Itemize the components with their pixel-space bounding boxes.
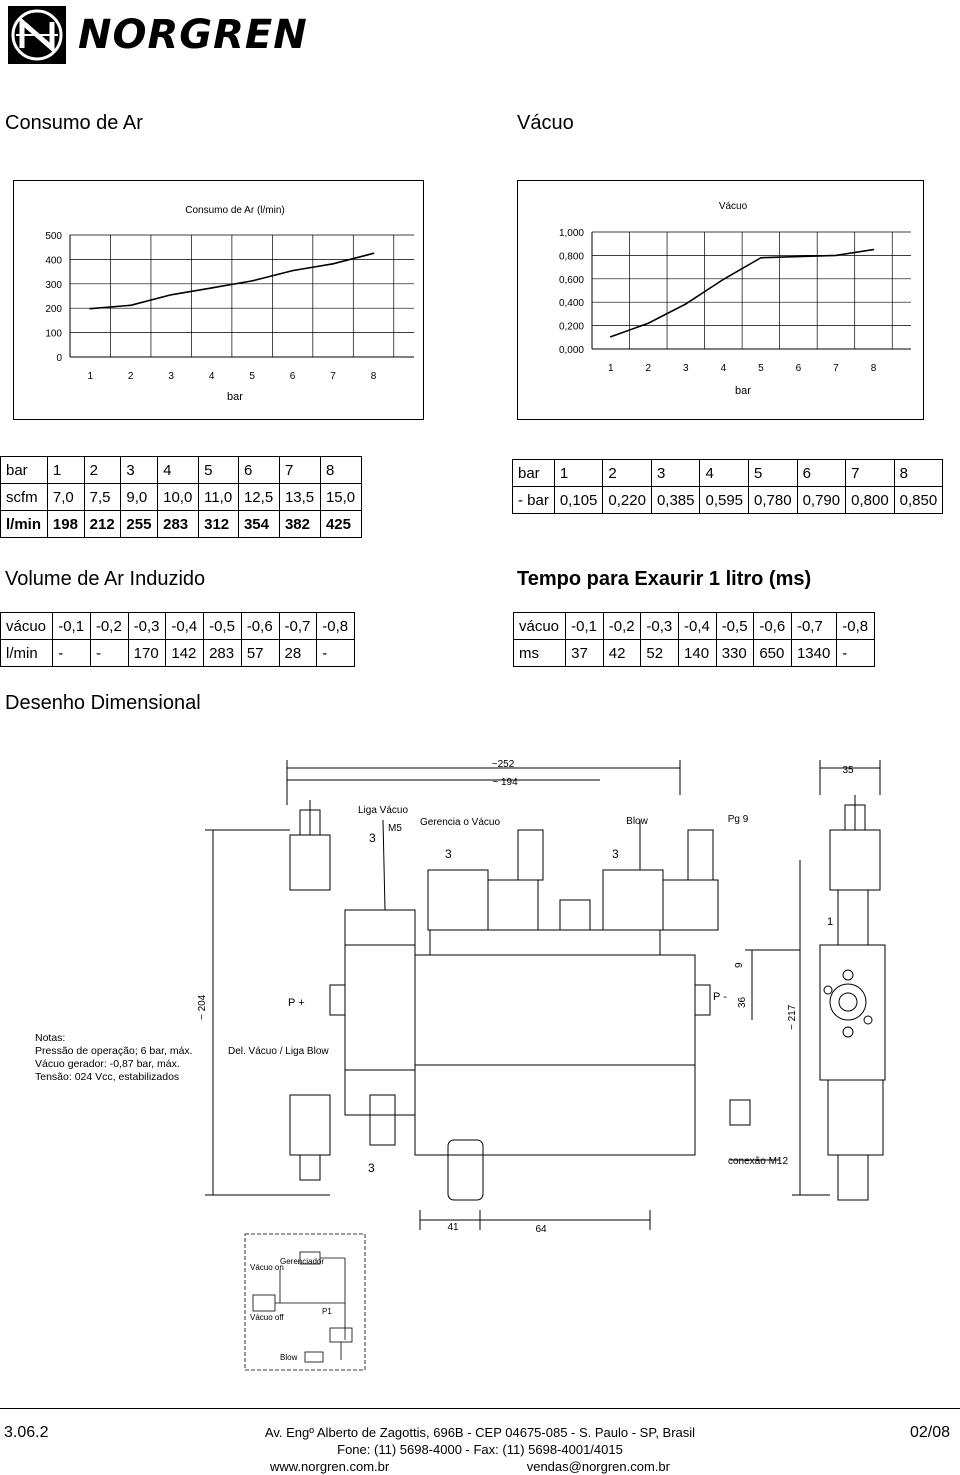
table-cell: 7,0 <box>47 484 84 511</box>
table-row-header: vácuo <box>1 613 53 640</box>
table-cell: 2 <box>84 457 121 484</box>
data-point <box>130 304 132 306</box>
y-tick-label: 300 <box>45 279 62 291</box>
table-row-header: ms <box>514 640 566 667</box>
table-cell: 0,220 <box>603 487 652 514</box>
x-tick-label: 6 <box>289 371 296 382</box>
vacuum-chart <box>518 181 923 419</box>
table-row <box>514 613 875 640</box>
vacuum-table <box>512 459 943 514</box>
table-cell: -0,3 <box>128 613 166 640</box>
vacuum-chart-frame <box>517 180 924 420</box>
notes-line: Pressão de operação; 6 bar, máx. <box>35 1045 193 1057</box>
y-tick-label: 400 <box>45 255 62 267</box>
air-consumption-table <box>0 456 362 538</box>
data-point <box>332 263 334 265</box>
table-cell: -0,3 <box>641 613 679 640</box>
x-tick-label: 7 <box>833 363 839 374</box>
brand-name: NORGREN <box>78 12 308 58</box>
x-tick-label: 4 <box>208 371 215 382</box>
schematic-vacuo-off-label: Vácuo off <box>250 1313 284 1322</box>
schematic-vacuo-on-label: Vácuo on <box>250 1263 284 1272</box>
table-cell: - <box>53 640 91 667</box>
dim-194-label: ~ 194 <box>492 777 518 788</box>
y-tick-label: 0,200 <box>558 321 584 333</box>
norgren-emblem-icon <box>6 4 68 66</box>
page-code: 3.06.2 <box>4 1424 49 1441</box>
blow-label: Blow <box>626 816 648 827</box>
table-cell: 11,0 <box>199 484 239 511</box>
footer-address: Av. Engº Alberto de Zagottis, 696B - CEP 04675-085 - S. Paulo - SP, Brasil <box>264 1425 696 1440</box>
notes <box>35 1032 193 1084</box>
table-cell: 57 <box>241 640 279 667</box>
table-cell: 0,595 <box>700 487 749 514</box>
table-row <box>1 511 362 538</box>
table-cell: - <box>317 640 355 667</box>
table-cell: 0,385 <box>651 487 700 514</box>
table-cell: 6 <box>797 460 846 487</box>
footer-divider <box>0 1408 960 1409</box>
table-cell: - <box>837 640 875 667</box>
table-cell: 382 <box>279 511 320 538</box>
data-point <box>373 253 375 255</box>
table-cell: -0,5 <box>204 613 242 640</box>
table-row-header: vácuo <box>514 613 566 640</box>
table-row-header: bar <box>1 457 48 484</box>
table-row-header: scfm <box>1 484 48 511</box>
table-cell: 0,780 <box>749 487 798 514</box>
table-cell: -0,8 <box>317 613 355 640</box>
chart-title: Vácuo <box>718 201 748 212</box>
footer-email-link[interactable]: vendas@norgren.com.br <box>526 1459 670 1474</box>
page-date: 02/08 <box>910 1424 951 1441</box>
schematic-gerenciador-label: Gerenciador <box>280 1257 325 1266</box>
p-plus-label: P + <box>288 997 305 1009</box>
table-cell: 12,5 <box>238 484 279 511</box>
table-cell: 52 <box>641 640 679 667</box>
table-cell: -0,6 <box>241 613 279 640</box>
table-cell: 312 <box>199 511 239 538</box>
table-cell: 142 <box>166 640 204 667</box>
vacuum-heading: Vácuo <box>517 112 574 134</box>
data-point <box>723 279 725 281</box>
table-cell: -0,1 <box>53 613 91 640</box>
data-point <box>251 280 253 282</box>
table-cell: 283 <box>158 511 199 538</box>
table-cell: 354 <box>238 511 279 538</box>
port-3-label: 3 <box>369 831 376 845</box>
x-axis-label: bar <box>227 391 243 403</box>
footer-phone: Fone: (11) 5698-4000 - Fax: (11) 5698-4001/4015 <box>337 1442 623 1457</box>
table-cell: 212 <box>84 511 121 538</box>
table-cell: 283 <box>204 640 242 667</box>
table-cell: -0,5 <box>716 613 754 640</box>
dim-64-label: 64 <box>535 1224 547 1235</box>
gerencia-label: Gerencia o Vácuo <box>419 817 501 828</box>
dim-217-label: ~ 217 <box>787 1004 798 1030</box>
x-tick-label: 3 <box>168 371 174 382</box>
table-cell: 5 <box>199 457 239 484</box>
data-point <box>610 336 612 338</box>
table-row <box>1 484 362 511</box>
table-cell: 330 <box>716 640 754 667</box>
p-minus-label: P - <box>713 991 727 1003</box>
x-tick-label: 4 <box>720 363 727 374</box>
table-cell: -0,4 <box>679 613 717 640</box>
table-row-header: bar <box>513 460 555 487</box>
table-row <box>1 640 355 667</box>
notes-line: Vácuo gerador: -0,87 bar, máx. <box>35 1058 180 1070</box>
x-axis-label: bar <box>735 385 751 397</box>
table-cell: -0,7 <box>791 613 836 640</box>
table-cell: -0,7 <box>279 613 317 640</box>
y-tick-label: 200 <box>45 304 62 316</box>
footer-website-link[interactable]: www.norgren.com.br <box>270 1459 390 1474</box>
table-cell: 0,790 <box>797 487 846 514</box>
table-cell: 3 <box>121 457 158 484</box>
table-cell: 2 <box>603 460 652 487</box>
brand-logo <box>6 4 386 66</box>
data-point <box>211 287 213 289</box>
del-vacuo-label: Del. Vácuo / Liga Blow <box>228 1046 329 1057</box>
table-cell: -0,1 <box>566 613 604 640</box>
air-consumption-chart-frame <box>13 180 424 420</box>
air-consumption-chart <box>14 181 423 419</box>
y-tick-label: 0,000 <box>558 345 584 356</box>
exhaust-time-heading: Tempo para Exaurir 1 litro (ms) <box>517 568 812 590</box>
x-tick-label: 8 <box>370 371 377 382</box>
liga-vacuo-label: Liga Vácuo <box>357 805 409 816</box>
table-cell: 140 <box>679 640 717 667</box>
data-point <box>647 322 649 324</box>
exhaust-time-table <box>513 612 875 667</box>
dim-36-label: 36 <box>737 996 748 1008</box>
table-cell: 7,5 <box>84 484 121 511</box>
table-row-header: l/min <box>1 511 48 538</box>
table-cell: -0,4 <box>166 613 204 640</box>
x-tick-label: 7 <box>330 371 336 382</box>
x-tick-label: 6 <box>795 363 802 374</box>
table-cell: 6 <box>238 457 279 484</box>
y-tick-label: 100 <box>45 328 62 340</box>
table-cell: 0,850 <box>894 487 943 514</box>
air-consumption-heading: Consumo de Ar <box>5 112 143 134</box>
notes-title: Notas: <box>35 1032 66 1044</box>
table-cell: 15,0 <box>320 484 361 511</box>
table-cell: 4 <box>158 457 199 484</box>
table-cell: 255 <box>121 511 158 538</box>
data-point <box>798 256 800 258</box>
table-row <box>513 460 943 487</box>
port-3-label: 3 <box>368 1161 375 1175</box>
dim-35-label: 35 <box>842 765 854 776</box>
port-3-label: 3 <box>445 847 452 861</box>
table-cell: -0,6 <box>754 613 792 640</box>
table-cell: 8 <box>320 457 361 484</box>
x-tick-label: 5 <box>758 363 764 374</box>
data-point <box>760 257 762 259</box>
table-cell: 1 <box>47 457 84 484</box>
table-row <box>1 613 355 640</box>
x-tick-label: 1 <box>607 363 614 374</box>
table-cell: 5 <box>749 460 798 487</box>
port-1-label: 1 <box>827 916 834 928</box>
dim-41-label: 41 <box>447 1222 459 1233</box>
y-tick-label: 0,800 <box>558 251 584 263</box>
table-cell: 0,105 <box>554 487 603 514</box>
dim-252-label: ~252 <box>491 759 515 770</box>
x-tick-label: 8 <box>870 363 877 374</box>
m5-label: M5 <box>388 823 402 834</box>
table-cell: -0,2 <box>90 613 128 640</box>
x-tick-label: 2 <box>645 363 652 374</box>
table-cell: 10,0 <box>158 484 199 511</box>
table-cell: 13,5 <box>279 484 320 511</box>
schematic-p1-label: P1 <box>322 1307 332 1316</box>
table-row <box>1 457 362 484</box>
chart-title: Consumo de Ar (l/min) <box>185 205 285 216</box>
dim-9-label: 9 <box>734 962 745 968</box>
y-tick-label: 0,600 <box>558 274 584 286</box>
table-cell: 0,800 <box>846 487 895 514</box>
table-cell: 425 <box>320 511 361 538</box>
y-tick-label: 500 <box>45 231 62 242</box>
x-tick-label: 1 <box>87 371 94 382</box>
y-tick-label: 1,000 <box>558 228 584 239</box>
dim-204-label: ~ 204 <box>197 994 208 1020</box>
table-row-header: l/min <box>1 640 53 667</box>
x-tick-label: 5 <box>249 371 255 382</box>
conexao-label: conexão M12 <box>728 1156 789 1167</box>
schematic-blow-label: Blow <box>280 1353 298 1362</box>
y-tick-label: 0,400 <box>558 298 584 310</box>
table-cell: - <box>90 640 128 667</box>
table-cell: 7 <box>846 460 895 487</box>
data-point <box>292 270 294 272</box>
table-cell: 7 <box>279 457 320 484</box>
table-cell: 8 <box>894 460 943 487</box>
table-cell: 1 <box>554 460 603 487</box>
table-row <box>513 487 943 514</box>
table-cell: 42 <box>603 640 641 667</box>
table-cell: -0,8 <box>837 613 875 640</box>
data-point <box>873 249 875 251</box>
x-tick-label: 3 <box>683 363 689 374</box>
data-point <box>835 255 837 257</box>
y-tick-label: 0 <box>56 353 62 364</box>
table-cell: -0,2 <box>603 613 641 640</box>
induced-volume-heading: Volume de Ar Induzido <box>5 568 206 590</box>
port-3-label: 3 <box>612 847 619 861</box>
table-row-header: - bar <box>513 487 555 514</box>
dimensional-heading: Desenho Dimensional <box>5 692 201 714</box>
table-cell: 198 <box>47 511 84 538</box>
data-point <box>89 308 91 310</box>
table-cell: 28 <box>279 640 317 667</box>
table-cell: 9,0 <box>121 484 158 511</box>
induced-volume-table <box>0 612 355 667</box>
table-cell: 650 <box>754 640 792 667</box>
table-cell: 3 <box>651 460 700 487</box>
footer-contact <box>240 1424 720 1475</box>
data-point <box>170 294 172 296</box>
table-cell: 170 <box>128 640 166 667</box>
table-cell: 37 <box>566 640 604 667</box>
table-row <box>514 640 875 667</box>
data-point <box>685 303 687 305</box>
x-tick-label: 2 <box>127 371 134 382</box>
table-cell: 4 <box>700 460 749 487</box>
table-cell: 1340 <box>791 640 836 667</box>
pg9-label: Pg 9 <box>727 814 749 825</box>
notes-line: Tensão: 024 Vcc, estabilizados <box>35 1071 180 1083</box>
